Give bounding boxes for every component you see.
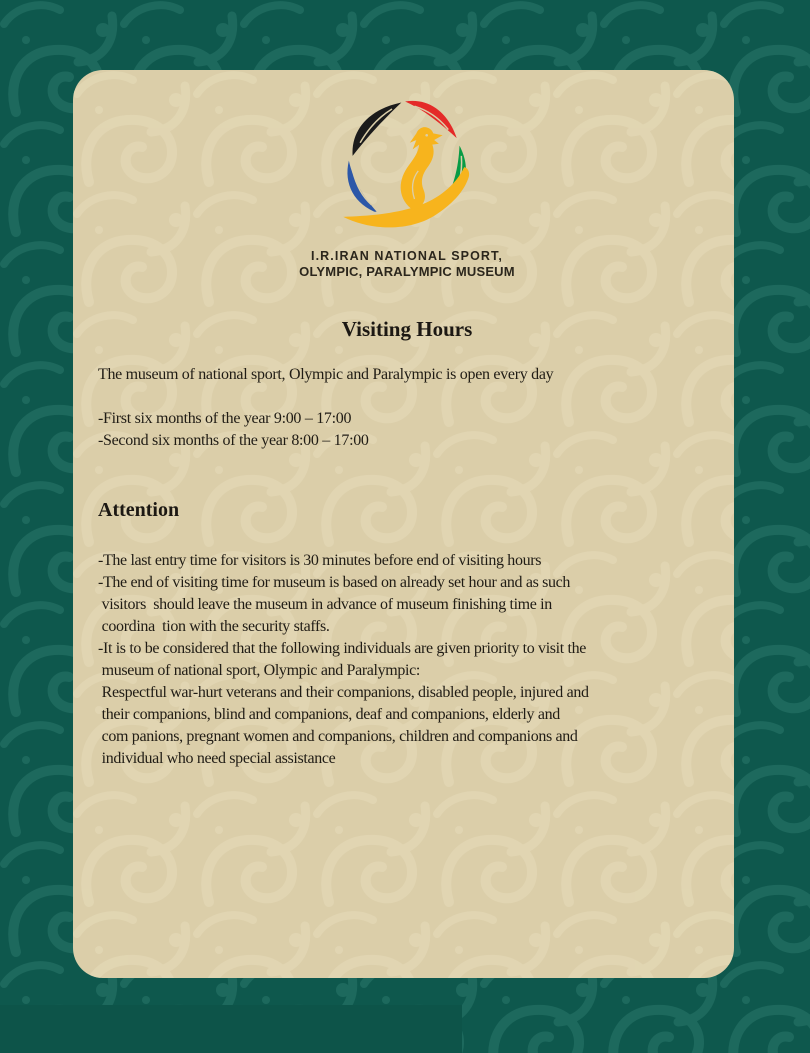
museum-logo — [98, 94, 716, 280]
phoenix-olympic-logo-icon — [331, 94, 483, 244]
hours-list — [98, 408, 716, 452]
attention-notes — [98, 550, 716, 770]
note-line: coordina tion with the security staffs. — [98, 618, 330, 635]
note-line: individual who need special assistance — [98, 750, 336, 767]
note-line: -It is to be considered that the following individuals are given priority to visit the — [98, 640, 587, 657]
intro-text: The museum of national sport, Olympic and Paralympic is open every day — [98, 366, 554, 383]
background-solid-patch — [0, 1005, 462, 1053]
hours-second-half: -Second six months of the year 8:00 – 17:00 — [98, 432, 369, 449]
card-content — [73, 70, 734, 770]
note-line: -The last entry time for visitors is 30 minutes before end of visiting hours — [98, 552, 542, 569]
logo-phoenix-eye — [425, 134, 428, 137]
logo-org-name-line1: I.R.IRAN NATIONAL SPORT, — [311, 249, 503, 263]
note-line: com panions, pregnant women and companions, children and companions and — [98, 728, 578, 745]
logo-phoenix-body — [401, 127, 443, 209]
note-line: Respectful war-hurt veterans and their companions, disabled people, injured and — [98, 684, 589, 701]
note-line: -The end of visiting time for museum is based on already set hour and as such — [98, 574, 571, 591]
note-line: their companions, blind and companions, deaf and companions, elderly and — [98, 706, 560, 723]
attention-heading: Attention — [98, 499, 180, 521]
note-line: visitors should leave the museum in advance of museum finishing time in — [98, 596, 552, 613]
logo-feather-black — [352, 102, 401, 155]
note-line: museum of national sport, Olympic and Paralympic: — [98, 662, 420, 679]
page-title: Visiting Hours — [341, 317, 473, 341]
info-card — [73, 70, 734, 978]
logo-org-name-line2: OLYMPIC, PARALYMPIC MUSEUM — [299, 264, 515, 279]
logo-feather-blue — [347, 161, 377, 214]
hours-first-half: -First six months of the year 9:00 – 17:00 — [98, 410, 352, 427]
